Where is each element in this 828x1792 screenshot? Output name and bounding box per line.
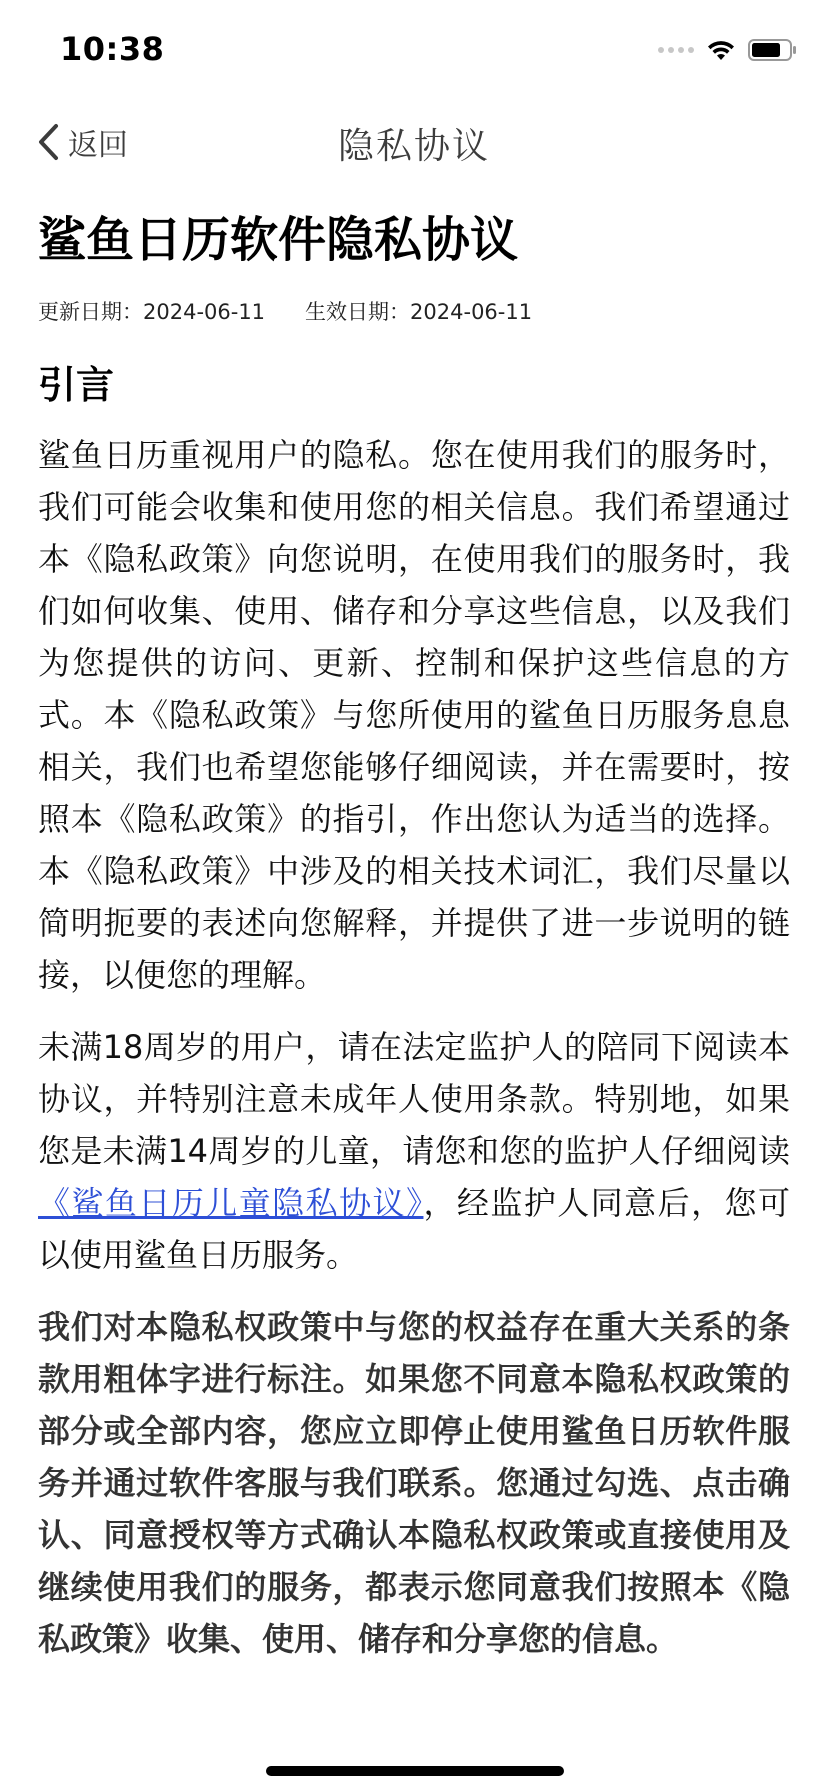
- document-dates: [38, 296, 790, 326]
- consent-paragraph: 我们对本隐私权政策中与您的权益存在重大关系的条款用粗体字进行标注。如果您不同意本隐私权政策的部分或全部内容，您应立即停止使用鲨鱼日历软件服务并通过软件客服与我们联系。您通过勾选、点击确认、同意授权等方式确认本隐私权政策或直接使用及继续使用我们的服务，都表示您同意我们按照本《隐私政策》收集、使用、储存和分享您的信息。: [38, 1307, 790, 1658]
- wifi-icon: [706, 38, 736, 62]
- section-title: 引言: [38, 362, 115, 407]
- document-title: 鲨鱼日历软件隐私协议: [38, 212, 519, 268]
- privacy-document: [38, 200, 790, 1685]
- back-label: 返回: [68, 128, 128, 163]
- nav-title: 隐私协议: [337, 126, 490, 167]
- children-privacy-link[interactable]: 《鲨鱼日历儿童隐私协议》: [38, 1183, 424, 1222]
- minor-users-text-before: 未满18周岁的用户，请在法定监护人的陪同下阅读本协议，并特别注意未成年人使用条款。特别地，如果您是未满14周岁的儿童，请您和您的监护人仔细阅读: [38, 1027, 790, 1170]
- effective-date: 生效日期：2024-06-11: [305, 299, 533, 324]
- minor-users-text-after: ，经监护人同意后，您可以使用鲨鱼日历服务。: [38, 1183, 790, 1274]
- status-time: 10:38: [60, 30, 165, 68]
- signal-icon: [658, 47, 694, 53]
- update-date: 更新日期：2024-06-11: [38, 299, 266, 324]
- battery-icon: [748, 38, 798, 62]
- navigation-bar: [0, 100, 828, 184]
- status-icons: [658, 38, 798, 62]
- intro-paragraph: 鲨鱼日历重视用户的隐私。您在使用我们的服务时，我们可能会收集和使用您的相关信息。我们希望通过本《隐私政策》向您说明，在使用我们的服务时，我们如何收集、使用、储存和分享这些信息，以及我们为您提供的访问、更新、控制和保护这些信息的方式。本《隐私政策》与您所使用的鲨鱼日历服务息息相关，我们也希望您能够仔细阅读，并在需要时，按照本《隐私政策》的指引，作出您认为适当的选择。本《隐私政策》中涉及的相关技术词汇，我们尽量以简明扼要的表述向您解释，并提供了进一步说明的链接，以便您的理解。: [38, 435, 790, 994]
- status-bar: [0, 0, 828, 100]
- home-indicator[interactable]: [266, 1766, 564, 1776]
- minor-users-paragraph: [38, 1021, 790, 1281]
